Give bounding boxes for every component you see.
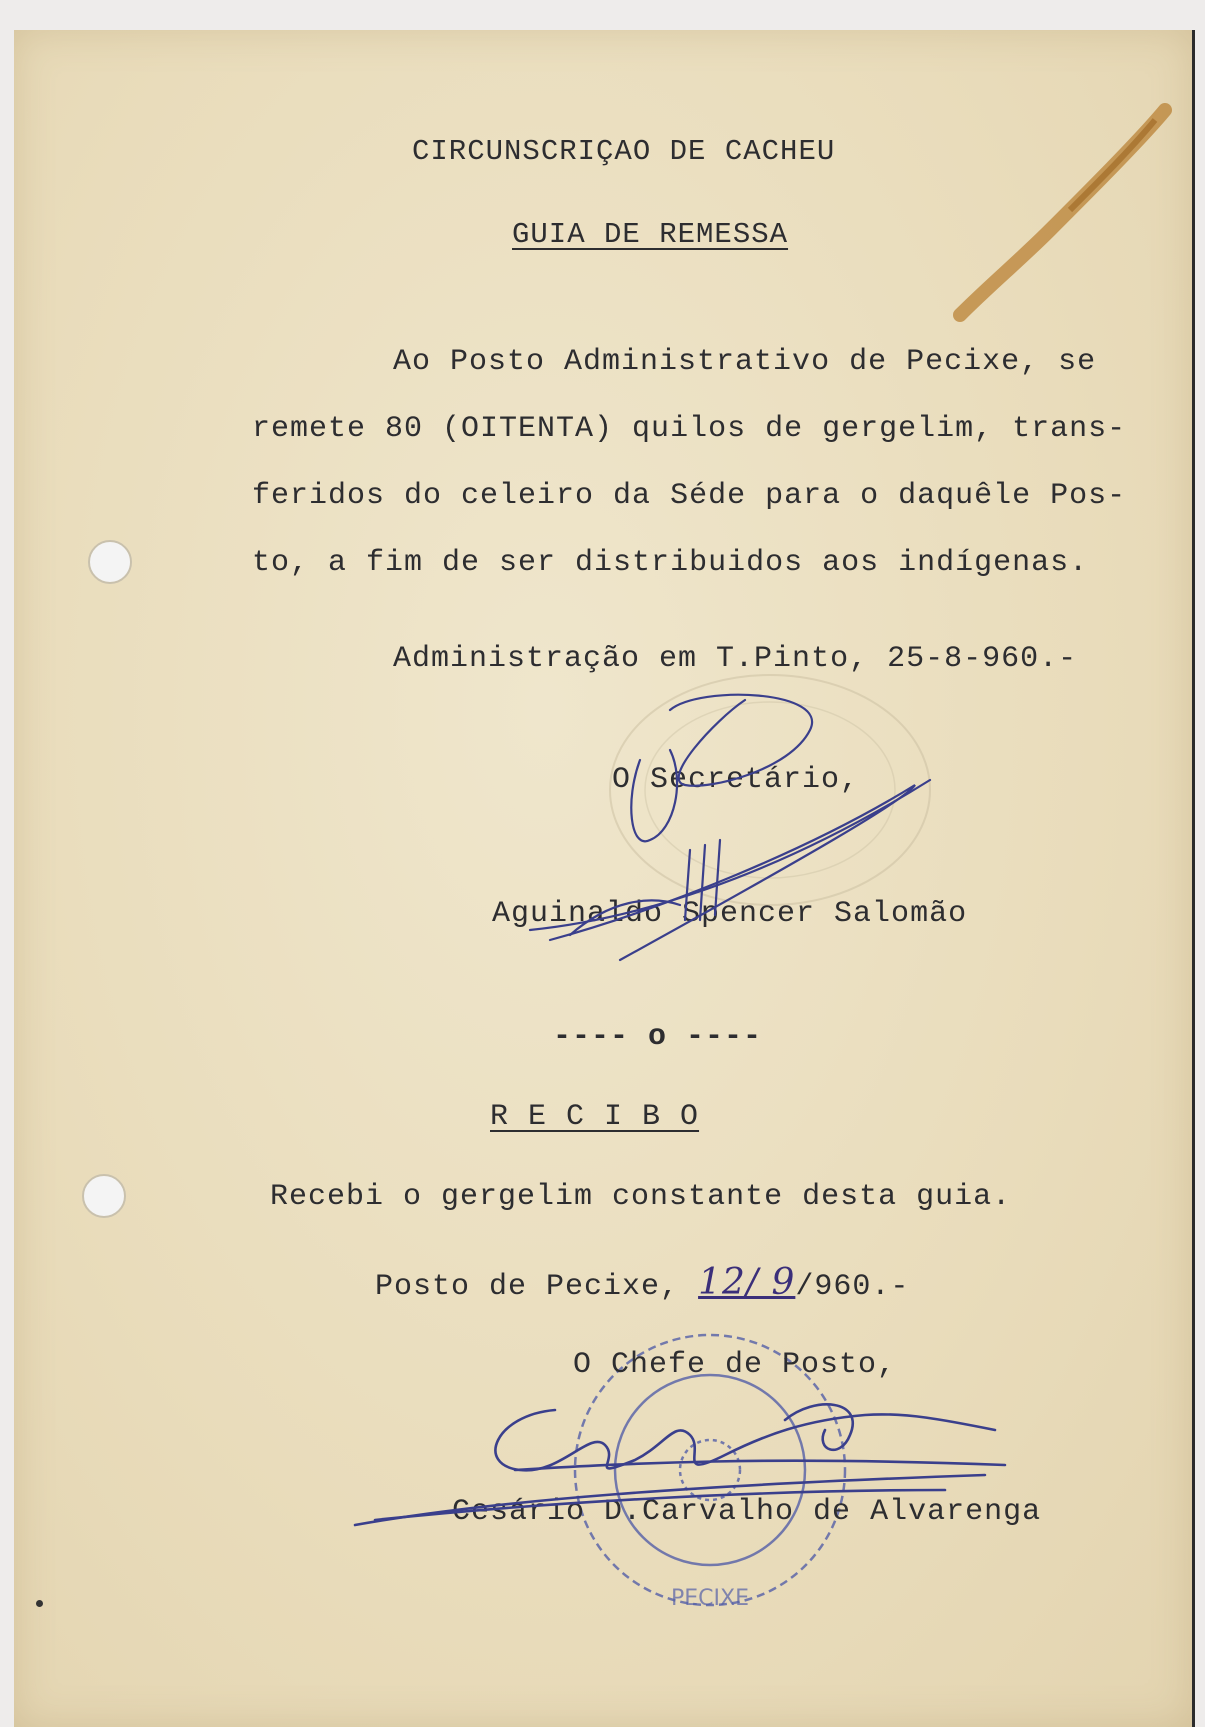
body-line-2: remete 80 (OITENTA) quilos de gergelim, trans- <box>252 412 1127 446</box>
receipt-place: Posto de Pecixe, <box>375 1270 680 1304</box>
secretary-name: Aguinaldo Spencer Salomão <box>492 897 968 931</box>
document-title: CIRCUNSCRIÇAO DE CACHEU <box>412 135 836 168</box>
rust-stain <box>940 100 1180 330</box>
section-separator: ---- o ---- <box>553 1020 763 1054</box>
receipt-heading: R E C I B O <box>490 1100 700 1134</box>
place-date: Administração em T.Pinto, 25-8-960.- <box>393 642 1078 676</box>
receipt-year: /960.- <box>795 1270 910 1304</box>
chief-signature <box>345 1390 1025 1540</box>
body-line-4: to, a fim de ser distribuidos aos indígenas. <box>252 546 1089 580</box>
handwritten-date: 12/ 9 <box>698 1262 796 1303</box>
punch-hole-bottom <box>82 1174 126 1218</box>
chief-title: O Chefe de Posto, <box>573 1348 897 1382</box>
ink-speck <box>36 1600 43 1607</box>
body-line-1: Ao Posto Administrativo de Pecixe, se <box>393 345 1097 379</box>
secretary-title: O Secretário, <box>612 763 860 797</box>
secretary-signature <box>510 690 970 970</box>
receipt-place-date <box>375 1262 909 1304</box>
punch-hole-top <box>88 540 132 584</box>
document-subtitle: GUIA DE REMESSA <box>512 218 789 251</box>
body-line-3: feridos do celeiro da Séde para o daquêle Pos- <box>252 479 1127 513</box>
receipt-text: Recebi o gergelim constante desta guia. <box>270 1180 1012 1214</box>
stamp-text: PECIXE <box>671 1586 749 1611</box>
chief-name: Cesário D.Carvalho de Alvarenga <box>452 1495 1042 1529</box>
